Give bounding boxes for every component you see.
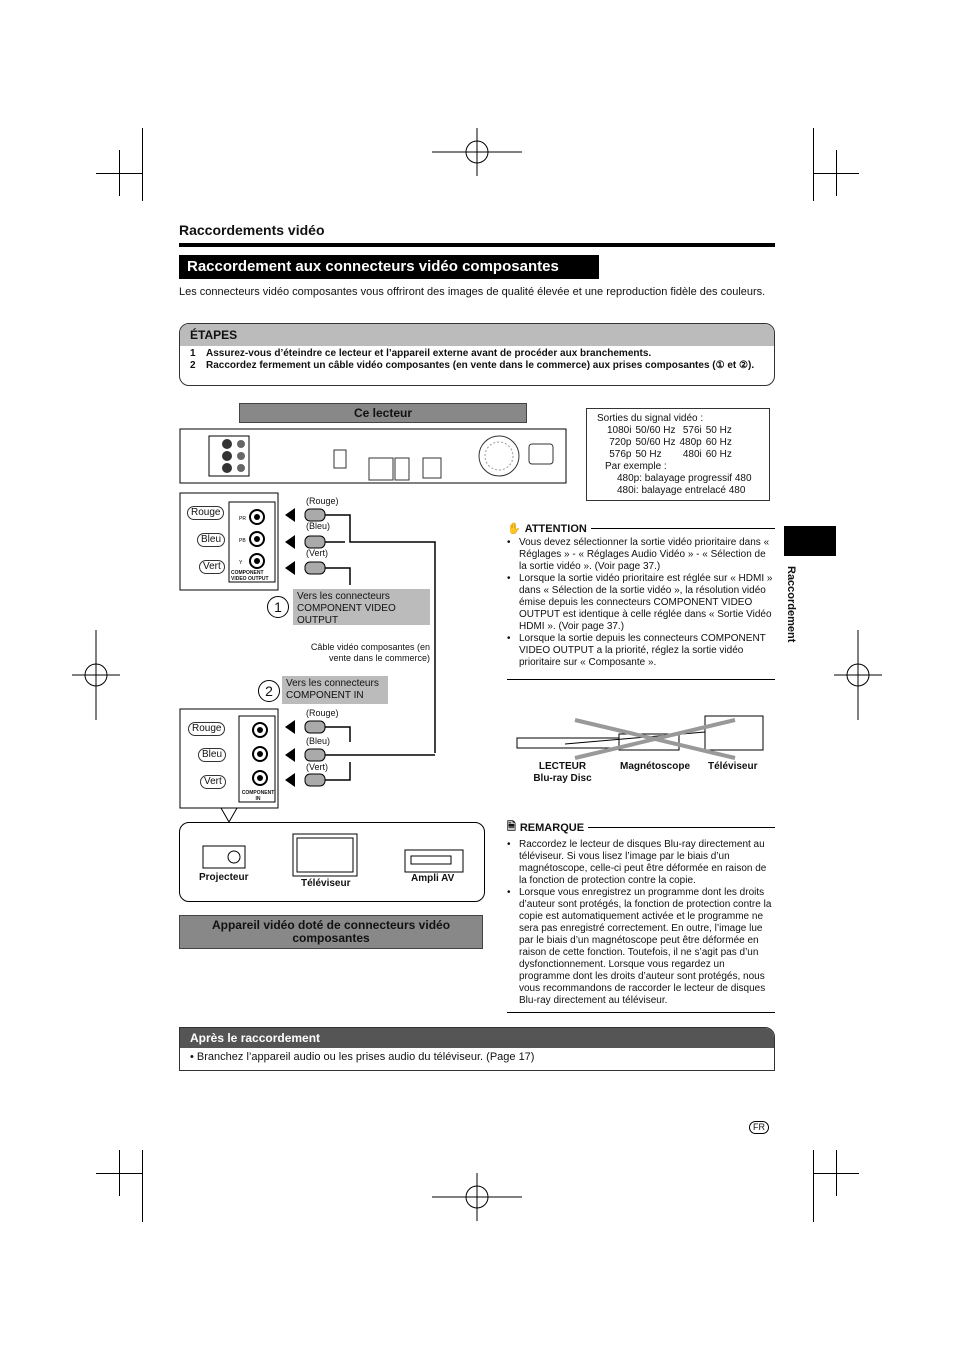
output-jack-label: COMPONENT VIDEO OUTPUT [231, 570, 269, 582]
vcr-tv-label: Téléviseur [708, 761, 758, 772]
side-tab [784, 526, 836, 556]
vcr-label: Magnétoscope [620, 761, 691, 772]
signal-table [607, 425, 736, 461]
svg-text:Y: Y [239, 560, 243, 566]
device-amp: Ampli AV [411, 873, 455, 884]
page-title: Raccordement aux connecteurs vidéo composantes [179, 255, 599, 279]
steps-heading: ÉTAPES [180, 324, 774, 346]
cable-color-red: (Rouge) [306, 496, 339, 506]
cable-color-green: (Vert) [306, 762, 329, 772]
callout-input: Vers les connecteurs COMPONENT IN [282, 676, 388, 704]
step-number: 1 [190, 348, 196, 359]
remarque-block [507, 818, 775, 1013]
signal-example: 480p: balayage progressif 480 [617, 473, 752, 484]
callout-output: Vers les connecteurs COMPONENT VIDEO OUTPUT [293, 589, 430, 625]
step-number: 2 [190, 360, 196, 371]
cable-color-blue: (Bleu) [306, 521, 331, 531]
svg-text:PR: PR [239, 516, 246, 522]
color-label-red: Rouge [187, 506, 224, 520]
list-item: • Vous devez sélectionner la sortie vidéo prioritaire dans « Réglages » - « Réglages Audio Vidéo » - « Sélection de la sortie vidéo ». (Voir page 37.) [507, 537, 775, 573]
intro-text: Les connecteurs vidéo composantes vous offriront des images de qualité élevée et une reproduction fidèle des couleurs. [179, 286, 766, 298]
color-label-blue: Bleu [198, 748, 226, 762]
steps-box [179, 323, 775, 386]
step-marker: 1 [267, 596, 289, 618]
cable-color-green: (Vert) [306, 548, 329, 558]
table-row: 1080i 50/60 Hz 576i 50 Hz [607, 425, 732, 436]
input-jack-label: COMPONENT IN [241, 790, 275, 802]
svg-text:PB: PB [239, 538, 246, 544]
list-item: • Lorsque la sortie vidéo prioritaire est réglée sur « HDMI » dans « Sélection de la sortie vidéo », la résolution vidéo émise depuis les connecteurs COMPONENT VIDEO OUTPUT est identique à celle réglée dans « Sortie Vidéo HDMI ». (Voir page 37.) [507, 573, 775, 633]
signal-example-title: Par exemple : [605, 461, 667, 472]
warning-icon: ✋ [507, 523, 521, 535]
color-label-red: Rouge [188, 722, 225, 736]
attention-block [507, 522, 775, 680]
step-text: Raccordez fermement un câble vidéo composantes (en vente dans le commerce) aux prises composantes (① et ②). [206, 360, 755, 371]
vcr-diagram [515, 712, 770, 762]
attention-heading: ATTENTION [524, 522, 587, 535]
cable-color-blue: (Bleu) [306, 736, 331, 746]
list-item: • Lorsque la sortie depuis les connecteurs COMPONENT VIDEO OUTPUT a la priorité, réglez la sortie vidéo prioritaire sur « Composante ». [507, 633, 775, 669]
device-bar: Appareil vidéo doté de connecteurs vidéo composantes [179, 915, 483, 949]
after-item: • Branchez l’appareil audio ou les prises audio du téléviseur. (Page 17) [190, 1051, 535, 1063]
section-rule [179, 243, 775, 247]
player-label: Ce lecteur [239, 403, 527, 423]
signal-box [586, 408, 770, 501]
color-label-green: Vert [200, 775, 226, 789]
signal-title: Sorties du signal vidéo : [597, 413, 704, 424]
note-icon: 🗎 [507, 821, 516, 833]
step-text: Assurez-vous d’éteindre ce lecteur et l’appareil externe avant de procéder aux branchements. [206, 348, 652, 359]
cable-color-red: (Rouge) [306, 708, 339, 718]
steps-list [180, 346, 774, 374]
signal-example: 480i: balayage entrelacé 480 [617, 485, 746, 496]
step-item [190, 360, 764, 372]
device-tv: Téléviseur [301, 878, 351, 889]
section-title: Raccordements vidéo [179, 222, 325, 238]
vcr-player-label: LECTEUR Blu-ray Disc [533, 761, 592, 784]
after-text: Branchez l’appareil audio ou les prises audio du téléviseur. (Page 17) [196, 1051, 535, 1063]
page-marker: FR [749, 1121, 769, 1134]
list-item: • Lorsque vous enregistrez un programme dont les droits d’auteur sont protégés, la fonction de protection contre la copie est automatiquement activée et le programme ne sera pas enregistré correctement. En outre, l’image lue par le biais d’un magnétoscope peut être déformée en raison de cette fonction. Toutefois, il ne s’agit pas d’un dysfonctionnement. Lorsque vous regardez un programme dont les droits d’auteur sont protégés, nous vous recommandons de raccorder le lecteur de disques Blu-ray directement au téléviseur. [507, 887, 775, 1007]
device-projector: Projecteur [199, 872, 249, 883]
list-item: • Raccordez le lecteur de disques Blu-ray directement au téléviseur. Si vous lisez l’image par le biais d’un magnétoscope, celle-ci peut être déformée en raison de la fonction de protection contre la copie. [507, 839, 775, 887]
cable-label: Câble vidéo composantes (en vente dans le commerce) [310, 642, 430, 663]
after-heading: Après le raccordement [180, 1028, 774, 1048]
color-label-blue: Bleu [197, 533, 225, 547]
table-row: 576p 50 Hz 480i 60 Hz [609, 449, 732, 460]
side-tab-label: Raccordement [785, 566, 797, 643]
remarque-heading: REMARQUE [519, 821, 585, 834]
cable-diagram-bottom [280, 712, 440, 792]
table-row: 720p 50/60 Hz 480p 60 Hz [609, 437, 732, 448]
color-label-green: Vert [199, 560, 225, 574]
player-rear-panel [179, 428, 567, 484]
after-box [179, 1027, 775, 1071]
step-marker: 2 [258, 680, 280, 702]
step-item [190, 348, 764, 360]
